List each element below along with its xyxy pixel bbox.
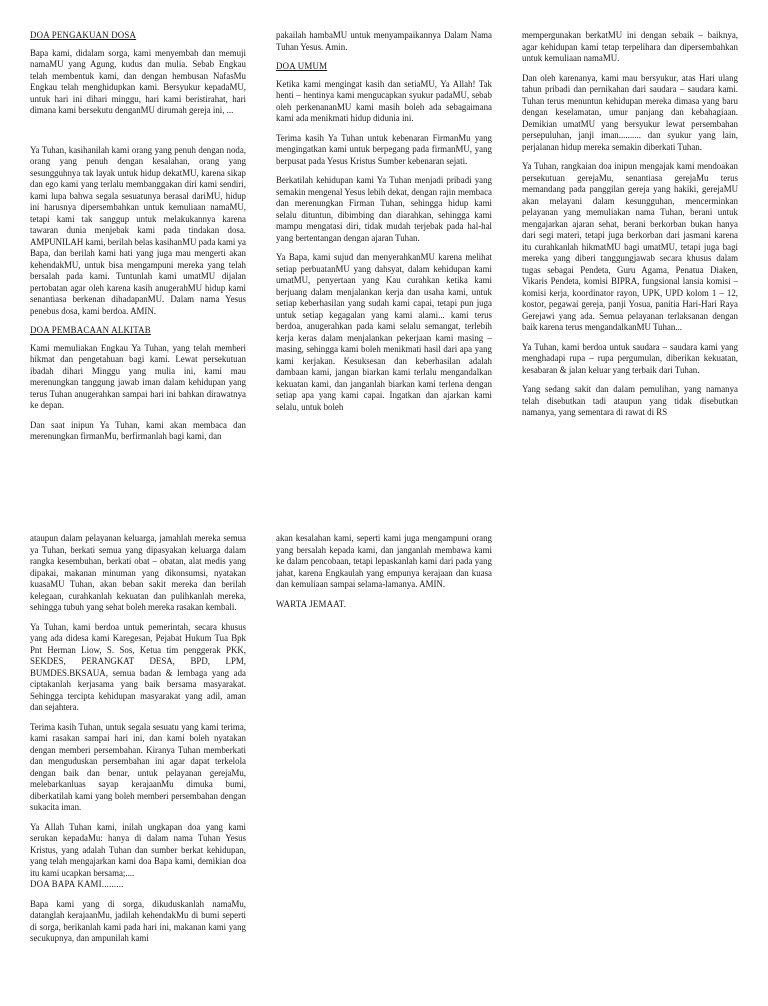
paragraph: Ya Allah Tuhan kami, inilah ungkapan doa yang kami serukan kepadaMu: hanya di dalam nama Tuhan Yesus Kristus, yang adalah Tuhan dan sumber berkat kehidupan, yang telah mengajarkan kami doa Bapa kami, demikian doa itu kami ucapkan bersama;.... (30, 821, 246, 878)
paragraph: akan kesalahan kami, seperti kami juga mengampuni orang yang bersalah kepada kami, dan janganlah membawa kami ke dalam pencobaan, tetapi lepaskanlah kami dari pada yang jahat, karena Engkaulah yang empunya kerajaan dan kuasa dan kemuliaan sampai selama-lamanya. AMIN. (276, 533, 492, 589)
heading-doa-pengakuan-dosa: DOA PENGAKUAN DOSA (30, 30, 137, 40)
paragraph: Ya Bapa, kami sujud dan menyerahkanMU karena melihat setiap perbuatanMU yang dahsyat, dalam kehidupan kami umatMU, penyertaan yang Kau curahkan ketika kami berjuang dalam menjalankan kerja dan usaha kami, untuk setiap keberhasilan yang sudah kami capai, tetapi pun juga untuk setiap kegagalan yang kami alami... kami terus berdoa, anugerahkan pada kami selalu semangat, terlebih kerja keras dalam menjalankan pekerjaan kami masing – masing, sehingga kami boleh menikmati hasil dari apa yang kami kerjakan. Kesuksesan dan keberhasilan adalah dambaan kami, jangan biarkan kami terlalu mengandalkan kekuatan kami, dan janganlah biarkan kami terlena dengan setiap apa yang kami capai. Ingatkan dan ajarkan kami selalu, untuk boleh (276, 252, 492, 412)
paragraph: Ya Tuhan, kasihanilah kami orang yang penuh dengan noda, orang yang penuh dengan kesalahan, orang yang sesungguhnya tak layak untuk hidup dekatMU, karena sikap dan ego kami yang terlalu membanggakan diri kami sendiri, kami lupa bahwa segala sesuatunya berasal dariMU, hidup ini harusnya dipersembahkan untuk kemuliaan namaMU, tetapi kami tak sanggup untuk melakukannya karena tawaran dunia menjebak kami pada tindakan dosa. AMPUNILAH kami, berilah belas kasihanMU pada kami ya Bapa, dan berilah kami hati yang juga mau mengerti akan kehendakMU, untuk bisa mengampuni mereka yang telah bersalah pada kami. Tuntunlah kami umatMU dijalan pertobatan agar oleh karena kasih anugerahMU hidup kami senantiasa berkenan dihadapanMU. Dalam nama Yesus penebus dosa, kami berdoa. AMIN. (30, 144, 246, 316)
paragraph: mempergunakan berkatMU ini dengan sebaik – baiknya, agar kehidupan kami tetap terpelihara dan dipersembahkan untuk kemuliaan namaMU. (522, 30, 738, 63)
page1-column-1 (30, 30, 246, 470)
heading-warta-jemaat: WARTA JEMAAT. (276, 598, 347, 609)
paragraph: Ya Tuhan, kami berdoa untuk pemerintah, secara khusus yang ada didesa kami Karegesan, Pejabat Hukum Tua Bpk Pnt Herman Liow, S. Sos, Ketua tim penggerak PKK, SEKDES, PERANGKAT DESA, BPD, LPM, BUMDES.BKSAUA, semua badan & lembaga yang ada ciptakanlah kerjasama yang baik bersama masyarakat. Sehingga tercipta kehidupan masyarakat yang adil, aman dan sejahtera. (30, 621, 246, 712)
paragraph: Berkatilah kehidupan kami Ya Tuhan menjadi pribadi yang semakin mengenal Yesus lebih dekat, dengan rajin membaca dan merenungkan Firman Tuhan, sehingga hidup kami selalu dituntun, dibimbing dan diarahkan, sehingga kami mampu mengatasi diri, tidak mudah terjebak pada hal-hal yang bertentangan dengan ajaran Tuhan. (276, 175, 492, 243)
paragraph: Terima kasih Ya Tuhan untuk kebenaran FirmanMu yang mengingatkan kami untuk berpegang pada firmanMU, yang berpusat pada Yesus Kristus Sumber kebenaran sejati. (276, 132, 492, 166)
paragraph: Bapa kami yang di sorga, dikuduskanlah namaMu, datanglah kerajaanMu, jadilah kehendakMu di bumi seperti di sorga, berikanlah kami pada hari ini, makanan kami yang secukupnya, dan ampunilah kami (30, 898, 246, 943)
paragraph: Bapa kami, didalam sorga, kami menyembah dan memuji namaMU yang Agung, kudus dan mulia. Sebab Engkau telah membentuk kami, dan dengan hembusan NafasMu Engkau telah menghidupkan kami. Bersyukur kepadaMU, untuk hari ini dihari minggu, hari kami beristirahat, hari dimana kami bersekutu denganMU dirumah gereja ini, ... (30, 47, 246, 115)
paragraph: pakailah hambaMU untuk menyampaikannya Dalam Nama Tuhan Yesus. Amin. (276, 30, 492, 52)
paragraph: Terima kasih Tuhan, untuk segala sesuatu yang kami terima, kami rasakan sampai hari ini, dan kami boleh nyatakan dengan memberi persembahan. Kiranya Tuhan memberkati dan menguduskan persembahan ini agar dapat terkelola dengan baik dan benar, untuk pelayanan gerejaMu, melebarkanluas sayap kerajaanMu dimuka bumi, diberkatilah kami yang boleh memberi persembahan dengan sukacita iman. (30, 721, 246, 812)
heading-doa-bapa-kami: DOA BAPA KAMI......... (30, 879, 124, 889)
paragraph: ataupun dalam pelayanan keluarga, jamahlah mereka semua ya Tuhan, berkati semua yang dipasyakan keluarga dalam rangka kesembuhan, berkati obat – obatan, alat medis yang dipakai, makanan minuman yang dikonsumsi, nyatakan kuasaMU Tuhan, akan beban sakit mereka dan berilah kelegaan, curahkanlah kekuatan dan pulihkanlah mereka, sehingga tubuh yang sehat boleh mereka rasakan kembali. (30, 533, 246, 612)
paragraph: Kami memuliakan Engkau Ya Tuhan, yang telah memberi hikmat dan pengetahuan bagi kami. Lewat persekutuan ibadah dihari Minggu yang mulia ini, kami mau merenungkan tanggung jawab iman dalam kehidupan yang terus Tuhan anugerahkan sampai hari ini bahkan dirawatnya ke depan. (30, 342, 246, 410)
page1-column-2 (276, 30, 492, 470)
paragraph: Dan saat inipun Ya Tuhan, kami akan membaca dan merenungkan firmanMu, berfirmanlah bagi kami, dan (30, 419, 246, 441)
page2-column-1 (30, 533, 246, 973)
heading-doa-umum: DOA UMUM (276, 61, 328, 71)
paragraph: Ketika kami mengingat kasih dan setiaMU, Ya Allah! Tak henti – hentinya kami mengucapkan syukur padaMU, sebab oleh perkenananMU kami masih boleh ada sebagaimana kami ada menikmati hidup didunia ini. (276, 78, 492, 123)
page1-column-3 (522, 30, 738, 470)
paragraph: Ya Tuhan, kami berdoa untuk saudara – saudara kami yang menghadapi rupa – rupa pergumulan, diberikan kekuatan, kesabaran & jalan keluar yang terbaik dari Tuhan. (522, 341, 738, 375)
heading-doa-pembacaan-alkitab: DOA PEMBACAAN ALKITAB (30, 325, 151, 335)
page2-column-2 (276, 533, 492, 653)
paragraph: Yang sedang sakit dan dalam pemulihan, yang namanya telah disebutkan tadi ataupun yang tidak disebutkan namanya, yang sementara di rawat di RS (522, 384, 738, 417)
paragraph: Dan oleh karenanya, kami mau bersyukur, atas Hari ulang tahun pribadi dan pernikahan dari saudara – saudara kami. Tuhan terus menuntun kehidupan mereka dimasa yang baru dengan keselamatan, umur panjang dan kebahagiaan. Demikian umatMU yang bersyukur lewat persembahan persepuluhan, janji iman.......... dan syukur yang lain, perjalanan hidup mereka semakin diberkati Tuhan. (522, 72, 738, 152)
paragraph: Ya Tuhan, rangkaian doa inipun mengajak kami mendoakan persekutuan gerejaMu, senantiasa gerejaMu terus memandang pada panggilan gereja yang hakiki, gerejaMU akan melayani dalam kesungguhan, mencerminkan pelayanan yang memuliakan nama Tuhan, berani untuk mengajarkan ajaran sehat, berani berkorban bukan hanya dari segi materi, tetapi juga berkorban dari jasmani karena itu curahkanlah hikmatMU bagi umatMU, tetapi juga bagi mereka yang diberi tanggungjawab secara khusus dalam tugas sebagai Pendeta, Guru Agama, Penatua Diaken, Vikaris Pendeta, komisi BIPRA, fungsional lansia komisi – komisi kerja, koordinator rayon, UPK, UPD kolom 1 – 12, kostor, pegawai gereja, panji Yosua, panitia Hari-Hari Raya Gerejawi yang ada. Semua pelayanan terlaksanan dengan baik karena terus mengandalkanMU Tuhan... (522, 161, 738, 332)
